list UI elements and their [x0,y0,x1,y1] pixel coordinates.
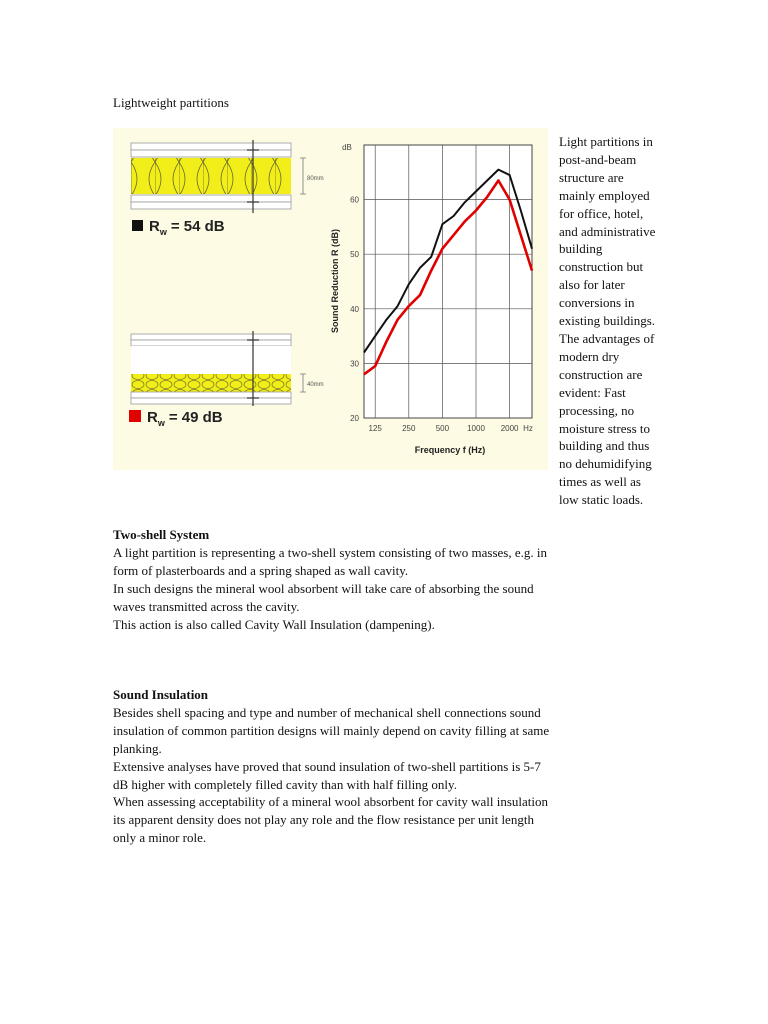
side-paragraph: Light partitions in post-and-beam structure are mainly employed for office, hotel, and administrative building construction but also for later conversions in existing buildings. The advantages of modern dry construction are evident: Fast processing, no moisture stress to building and thus no dehumidifying times as well as low static loads. [559,134,656,508]
sound-reduction-chart [330,143,533,455]
document-title: Lightweight partitions [113,95,229,110]
chart-plot-area [364,145,532,418]
chart-x-tick-label: 2000 [500,424,519,433]
chart-x-tick-label: 125 [368,424,382,433]
chart-y-tick-label: 20 [350,414,359,423]
wall-bottom-insulation-pattern [131,374,291,392]
partition-figure [113,128,548,470]
chart-y-unit-label: dB [342,143,352,152]
wall-bottom-dimension-label: 40mm [307,382,324,388]
legend-top-subscript: w [159,227,167,237]
section-line: In such designs the mineral wool absorbent will take care of absorbing the sound waves transmitted across the cavity. [113,580,534,614]
legend-bottom-label: R [147,409,158,426]
chart-x-axis-title: Frequency f (Hz) [414,445,486,455]
legend-top-marker [132,220,143,231]
wall-top-board-lower-2 [131,202,291,209]
section-line: When assessing acceptability of a mineral wool absorbent for cavity wall insulation its apparent density does not play any role and the flow resistance per unit length only a minor role. [113,794,549,846]
wall-bottom-board-lower [131,392,291,398]
section-sound-insulation [113,686,558,847]
chart-y-tick-labels [350,196,359,423]
chart-x-tick-label: 500 [435,424,450,433]
chart-x-tick-label: 1000 [467,424,485,433]
section-line: Extensive analyses have proved that sound insulation of two-shell partitions is 5-7 dB higher with completely filled cavity than with half filling only. [113,758,541,792]
section-line: A light partition is representing a two-shell system consisting of two masses, e.g. in form of plasterboards and a spring shaped as wall cavity. [113,544,548,578]
wall-top-dimension-label: 80mm [307,176,324,182]
wall-bottom-board-upper-2 [131,340,291,346]
section-heading: Two-shell System [113,527,210,542]
svg-text:Rw= 49 dB [147,409,223,428]
legend-bottom-value: = 49 dB [168,409,223,426]
chart-x-unit-label: Hz [523,424,533,433]
chart-y-axis-title: Sound Reduction R (dB) [330,229,340,333]
legend-top-value: = 54 dB [170,218,225,235]
wall-bottom-board-upper [131,334,291,340]
section-line: Besides shell spacing and type and number of mechanical shell connections sound insulation of common partition designs will mainly depend on cavity filling at same planking. [113,704,550,756]
legend-top [132,218,225,237]
wall-bottom-air-gap [131,346,291,374]
wall-bottom-board-lower-2 [131,398,291,404]
legend-bottom-marker [129,410,141,422]
chart-x-tick-labels [369,424,520,433]
wall-top-insulation-pattern [131,158,291,194]
wall-top-dimension-line [300,158,306,194]
side-paragraph-block [559,133,659,509]
chart-x-tick-label: 250 [402,424,416,433]
wall-top-board-upper-2 [131,150,291,157]
svg-text:Rw= 54 dB [149,218,225,237]
legend-top-label: R [149,218,160,235]
wall-section-top [131,140,324,213]
figure-graphic [113,128,548,470]
wall-top-board-lower [131,195,291,202]
section-heading: Sound Insulation [113,687,209,702]
wall-bottom-dimension-line [300,374,306,392]
chart-y-tick-label: 40 [350,304,359,314]
chart-y-tick-label: 30 [350,359,359,369]
chart-y-tick-label: 60 [350,195,359,205]
wall-section-bottom [131,331,324,406]
section-line: This action is also called Cavity Wall Insulation (dampening). [113,616,435,632]
chart-y-tick-label: 50 [350,250,359,260]
legend-bottom [129,409,223,428]
wall-top-board-upper [131,143,291,150]
section-two-shell-system [113,526,558,633]
legend-bottom-subscript: w [157,418,165,428]
